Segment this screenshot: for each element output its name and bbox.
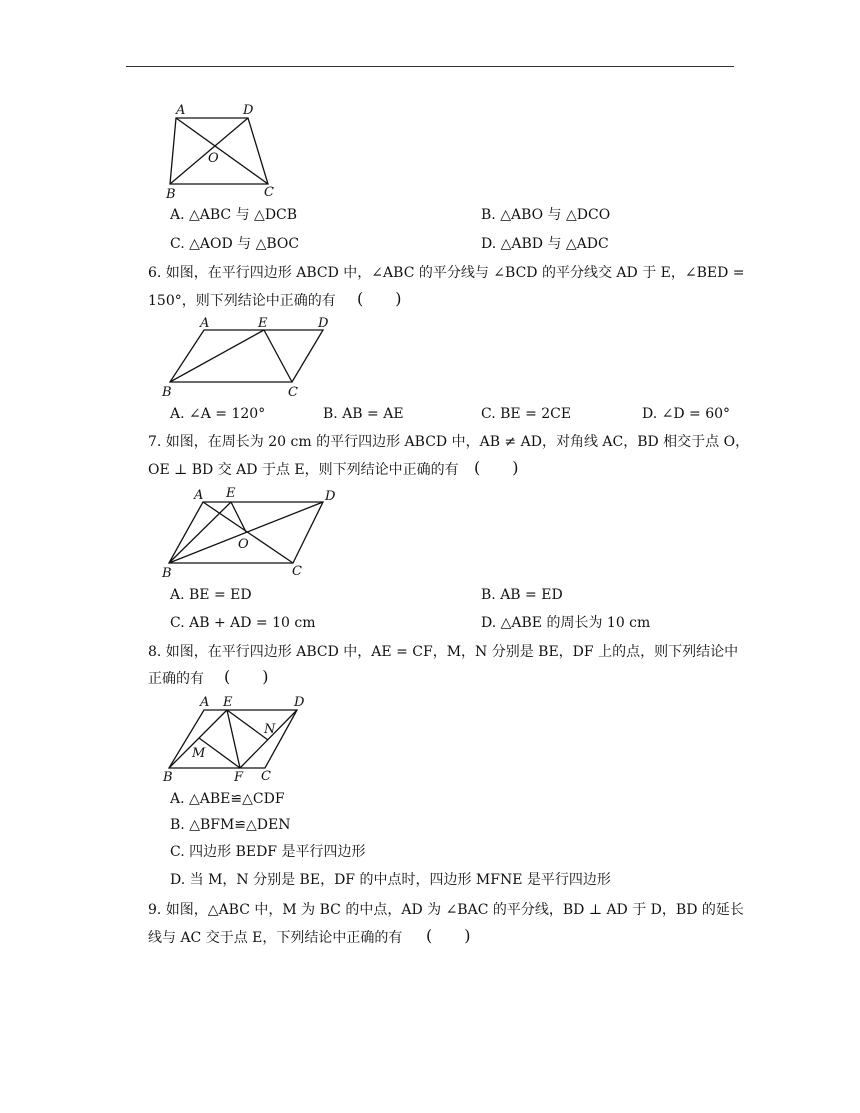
q6-label-e: E xyxy=(258,316,268,331)
q7-label-a: A xyxy=(194,488,204,503)
header-rule xyxy=(126,66,734,67)
q7-label-c: C xyxy=(292,564,302,579)
q6-option-b: B. AB = AE xyxy=(323,406,404,422)
q7-stem-line2: OE ⊥ BD 交 AD 于点 E，则下列结论中正确的有 xyxy=(148,462,459,478)
q8-stem-line2: 正确的有 xyxy=(148,671,204,687)
q5-option-d: D. △ABD 与 △ADC xyxy=(481,236,609,252)
q8-label-d: D xyxy=(294,695,305,710)
q5-label-d: D xyxy=(243,103,254,118)
q8-option-a: A. △ABE≌△CDF xyxy=(170,791,285,807)
q6-option-d: D. ∠D = 60° xyxy=(642,406,731,422)
q7-option-c: C. AB + AD = 10 cm xyxy=(170,615,316,631)
q8-label-n: N xyxy=(264,722,276,737)
q5-label-a: A xyxy=(176,103,186,118)
q7-label-b: B xyxy=(162,566,172,581)
q9-stem-line1: 9. 如图，△ABC 中，M 为 BC 的中点，AD 为 ∠BAC 的平分线，BD ⊥ AD 于 D，BD 的延长 xyxy=(148,902,744,918)
q8-answer-paren: ( ) xyxy=(224,667,269,686)
q6-label-a: A xyxy=(200,316,210,331)
q7-option-a: A. BE = ED xyxy=(170,587,252,603)
q7-label-o: O xyxy=(238,537,249,552)
q5-label-b: B xyxy=(166,187,176,202)
q5-option-c: C. △AOD 与 △BOC xyxy=(170,236,300,252)
q8-label-f: F xyxy=(234,770,244,785)
q9-answer-paren: ( ) xyxy=(426,926,471,945)
q9-stem-line2: 线与 AC 交于点 E，下列结论中正确的有 xyxy=(148,930,403,946)
q5-option-a: A. △ABC 与 △DCB xyxy=(170,207,298,223)
q8-option-d: D. 当 M，N 分别是 BE，DF 的中点时，四边形 MFNE 是平行四边形 xyxy=(170,872,611,888)
q6-figure xyxy=(160,315,340,400)
q8-option-c: C. 四边形 BEDF 是平行四边形 xyxy=(170,844,366,860)
q7-figure xyxy=(160,485,345,580)
q8-label-c: C xyxy=(261,769,271,784)
q7-option-d: D. △ABE 的周长为 10 cm xyxy=(481,615,651,631)
q8-label-e: E xyxy=(223,695,233,710)
q7-label-d: D xyxy=(325,489,336,504)
q6-label-c: C xyxy=(288,385,298,400)
q7-stem-line1: 7. 如图，在周长为 20 cm 的平行四边形 ABCD 中，AB ≠ AD，对角线 AC，BD 相交于点 O， xyxy=(148,434,750,450)
q6-stem-line2: 150°，则下列结论中正确的有 xyxy=(148,293,336,309)
q8-label-a: A xyxy=(200,695,210,710)
q6-label-d: D xyxy=(318,316,329,331)
q6-option-c: C. BE = 2CE xyxy=(481,406,572,422)
q6-stem-line1: 6. 如图，在平行四边形 ABCD 中，∠ABC 的平分线与 ∠BCD 的平分线交 AD 于 E，∠BED = xyxy=(148,265,745,281)
q8-stem-line1: 8. 如图，在平行四边形 ABCD 中，AE = CF，M，N 分别是 BE，DF 上的点，则下列结论中 xyxy=(148,644,739,660)
q6-answer-paren: ( ) xyxy=(357,289,402,308)
q5-label-c: C xyxy=(264,185,274,200)
q6-option-a: A. ∠A = 120° xyxy=(170,406,266,422)
q8-figure xyxy=(160,693,325,788)
q6-label-b: B xyxy=(162,385,172,400)
q8-option-b: B. △BFM≌△DEN xyxy=(170,817,291,833)
q5-figure xyxy=(160,100,290,200)
q7-option-b: B. AB = ED xyxy=(481,587,563,603)
q5-label-o: O xyxy=(208,151,219,166)
q5-option-b: B. △ABO 与 △DCO xyxy=(481,207,611,223)
q8-label-m: M xyxy=(192,746,206,761)
q7-label-e: E xyxy=(226,486,236,501)
q8-label-b: B xyxy=(163,770,173,785)
q7-answer-paren: ( ) xyxy=(474,458,519,477)
